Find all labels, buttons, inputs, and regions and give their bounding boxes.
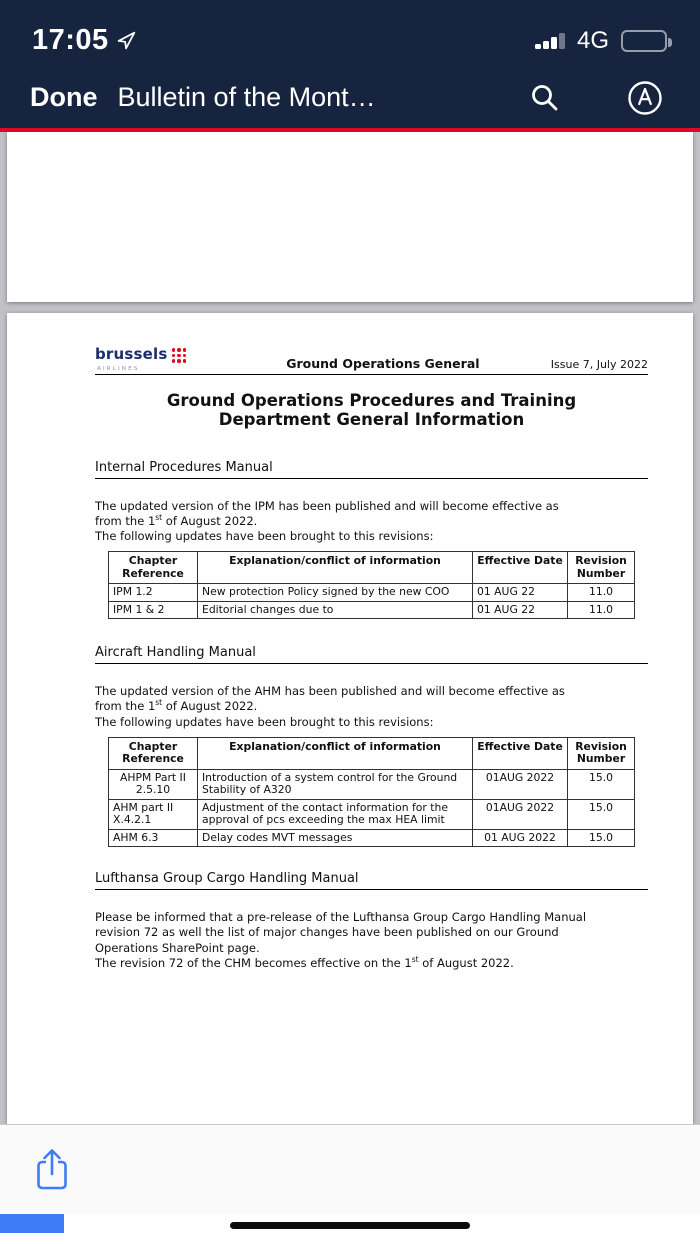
document-viewer[interactable] [0, 132, 700, 1124]
doc-main-title: Ground Operations Procedures and Training Department General Information [166, 390, 577, 429]
section-heading-ipm: Internal Procedures Manual [95, 460, 648, 479]
cellular-signal-icon [535, 33, 565, 49]
share-button[interactable] [34, 1147, 70, 1193]
table-cell: IPM 1.2 [109, 584, 198, 602]
table-cell: 15.0 [568, 829, 635, 847]
table-row [109, 769, 635, 799]
document-title: Bulletin of the Mont… [117, 82, 376, 112]
search-button[interactable] [528, 81, 562, 115]
brussels-airlines-logo [95, 347, 215, 372]
table-cell: IPM 1 & 2 [109, 601, 198, 619]
section-para-ipm: The updated version of the IPM has been published and will become effective as from the 1st of August 2022. The following updates have been brought to this revisions: [95, 498, 559, 543]
markup-button[interactable] [626, 79, 664, 117]
table-cell: 01 AUG 22 [473, 601, 568, 619]
table-cell: New protection Policy signed by the new COO [198, 584, 473, 602]
bottom-toolbar [0, 1124, 700, 1214]
table-cell: 15.0 [568, 769, 635, 799]
table-cell: 01AUG 2022 [473, 769, 568, 799]
page-current [7, 313, 693, 1124]
table-row [109, 799, 635, 829]
status-left [32, 24, 137, 57]
location-icon [116, 30, 137, 51]
table-cell: Delay codes MVT messages [198, 829, 473, 847]
done-button[interactable]: Done [30, 82, 98, 112]
table-cell: 01AUG 2022 [473, 799, 568, 829]
logo-sub-text: AIRLINES [97, 365, 140, 372]
logo-dots-icon [172, 348, 188, 364]
page-previous [7, 132, 693, 302]
table-row [109, 829, 635, 847]
table-cell: 01 AUG 2022 [473, 829, 568, 847]
table-header-cell: Chapter Reference [109, 737, 198, 769]
table-cell: 11.0 [568, 584, 635, 602]
status-right [535, 27, 672, 55]
doc-header-issue: Issue 7, July 2022 [550, 357, 648, 371]
table-header-cell: Chapter Reference [109, 552, 198, 584]
status-bar [0, 0, 700, 75]
time-label: 17:05 [32, 24, 109, 56]
table-cell: 15.0 [568, 799, 635, 829]
bottom-left-accent [0, 1214, 64, 1233]
ahm-revision-table [108, 737, 635, 848]
table-cell: AHM part II X.4.2.1 [109, 799, 198, 829]
table-header-cell: Revision Number [568, 737, 635, 769]
table-cell: 01 AUG 22 [473, 584, 568, 602]
search-icon [528, 81, 562, 115]
network-type-label: 4G [576, 26, 609, 54]
section-heading-chm: Lufthansa Group Cargo Handling Manual [95, 871, 648, 890]
table-header-cell: Revision Number [568, 552, 635, 584]
logo-brand-text: brussels [95, 345, 168, 363]
table-cell: AHPM Part II 2.5.10 [109, 769, 198, 799]
table-cell: 11.0 [568, 601, 635, 619]
section-para-chm: Please be informed that a pre-release of the Lufthansa Group Cargo Handling Manual revision 72 as well the list of major changes have been published on our Ground Operations SharePoint page. The revision 72 of the CHM becomes effective on the 1st of August 2022. [95, 910, 587, 970]
markup-icon [626, 79, 664, 117]
doc-header-title: Ground Operations General [286, 355, 480, 371]
section-heading-ahm: Aircraft Handling Manual [95, 645, 648, 664]
section-para-ahm: The updated version of the AHM has been published and will become effective as from the 1st of August 2022. The following updates have been brought to this revisions: [95, 684, 565, 729]
battery-icon [621, 30, 667, 52]
table-cell: Adjustment of the contact information for the approval of pcs exceeding the max HEA limit [198, 799, 473, 829]
ipm-revision-table [108, 551, 635, 619]
table-header-cell: Effective Date [473, 737, 568, 769]
table-cell: AHM 6.3 [109, 829, 198, 847]
table-cell: Introduction of a system control for the Ground Stability of A320 [198, 769, 473, 799]
table-cell: Editorial changes due to [198, 601, 473, 619]
nav-bar [0, 75, 700, 128]
table-header-cell: Explanation/conflict of information [198, 737, 473, 769]
share-icon [34, 1147, 70, 1193]
bottom-bar [0, 1214, 700, 1244]
nav-actions [528, 79, 664, 117]
table-row [109, 601, 635, 619]
table-header-cell: Explanation/conflict of information [198, 552, 473, 584]
table-row [109, 584, 635, 602]
home-indicator[interactable] [230, 1222, 470, 1229]
doc-header [95, 347, 648, 375]
table-header-cell: Effective Date [473, 552, 568, 584]
